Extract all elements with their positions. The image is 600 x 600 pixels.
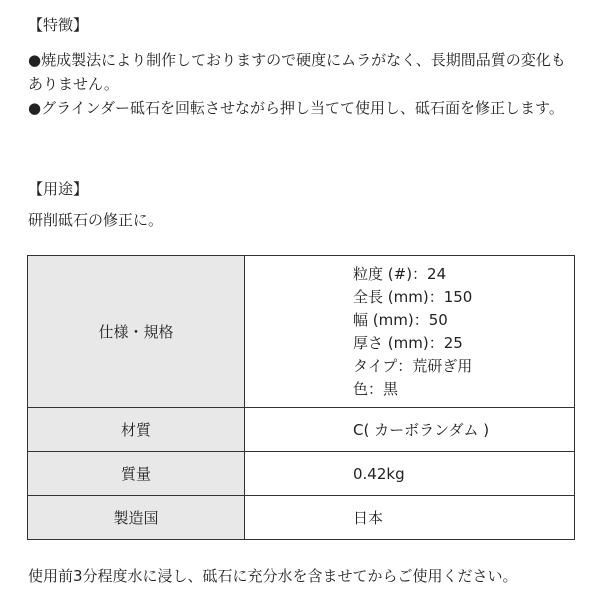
- weight-value: 0.42kg: [245, 452, 575, 496]
- table-row: [28, 496, 575, 540]
- features-heading: 【特徴】: [28, 16, 89, 34]
- origin-label: 製造国: [28, 496, 245, 540]
- spec-line-width: 幅 (mm)：50: [353, 310, 448, 329]
- spec-line-type: タイプ：荒研ぎ用: [353, 356, 473, 375]
- feature-point: ●焼成製法により制作しておりますので硬度にムラがなく、長期間品質の変化もありません。: [28, 51, 566, 93]
- spec-line-grit: 粒度 (#)：24: [353, 264, 447, 283]
- spec-table: [27, 255, 575, 540]
- usage-heading: 【用途】: [28, 180, 89, 198]
- origin-value: 日本: [245, 496, 575, 540]
- material-value: C( カーボランダム ): [245, 408, 575, 452]
- spec-value: [245, 256, 575, 408]
- spec-line-thickness: 厚さ (mm)：25: [353, 333, 463, 352]
- table-row: [28, 408, 575, 452]
- spec-line-color: 色：黒: [353, 379, 399, 398]
- usage-note: 使用前3分程度水に浸し、砥石に充分水を含ませてからご使用ください。: [28, 567, 518, 585]
- weight-label: 質量: [28, 452, 245, 496]
- usage-text: 研削砥石の修正に。: [28, 211, 164, 229]
- spec-line-length: 全長 (mm)：150: [353, 287, 473, 306]
- spec-label: 仕様・規格: [28, 256, 245, 408]
- table-row: [28, 256, 575, 408]
- material-label: 材質: [28, 408, 245, 452]
- feature-point: ●グラインダー砥石を回転させながら押し当てて使用し、砥石面を修正します。: [28, 99, 564, 117]
- table-row: [28, 452, 575, 496]
